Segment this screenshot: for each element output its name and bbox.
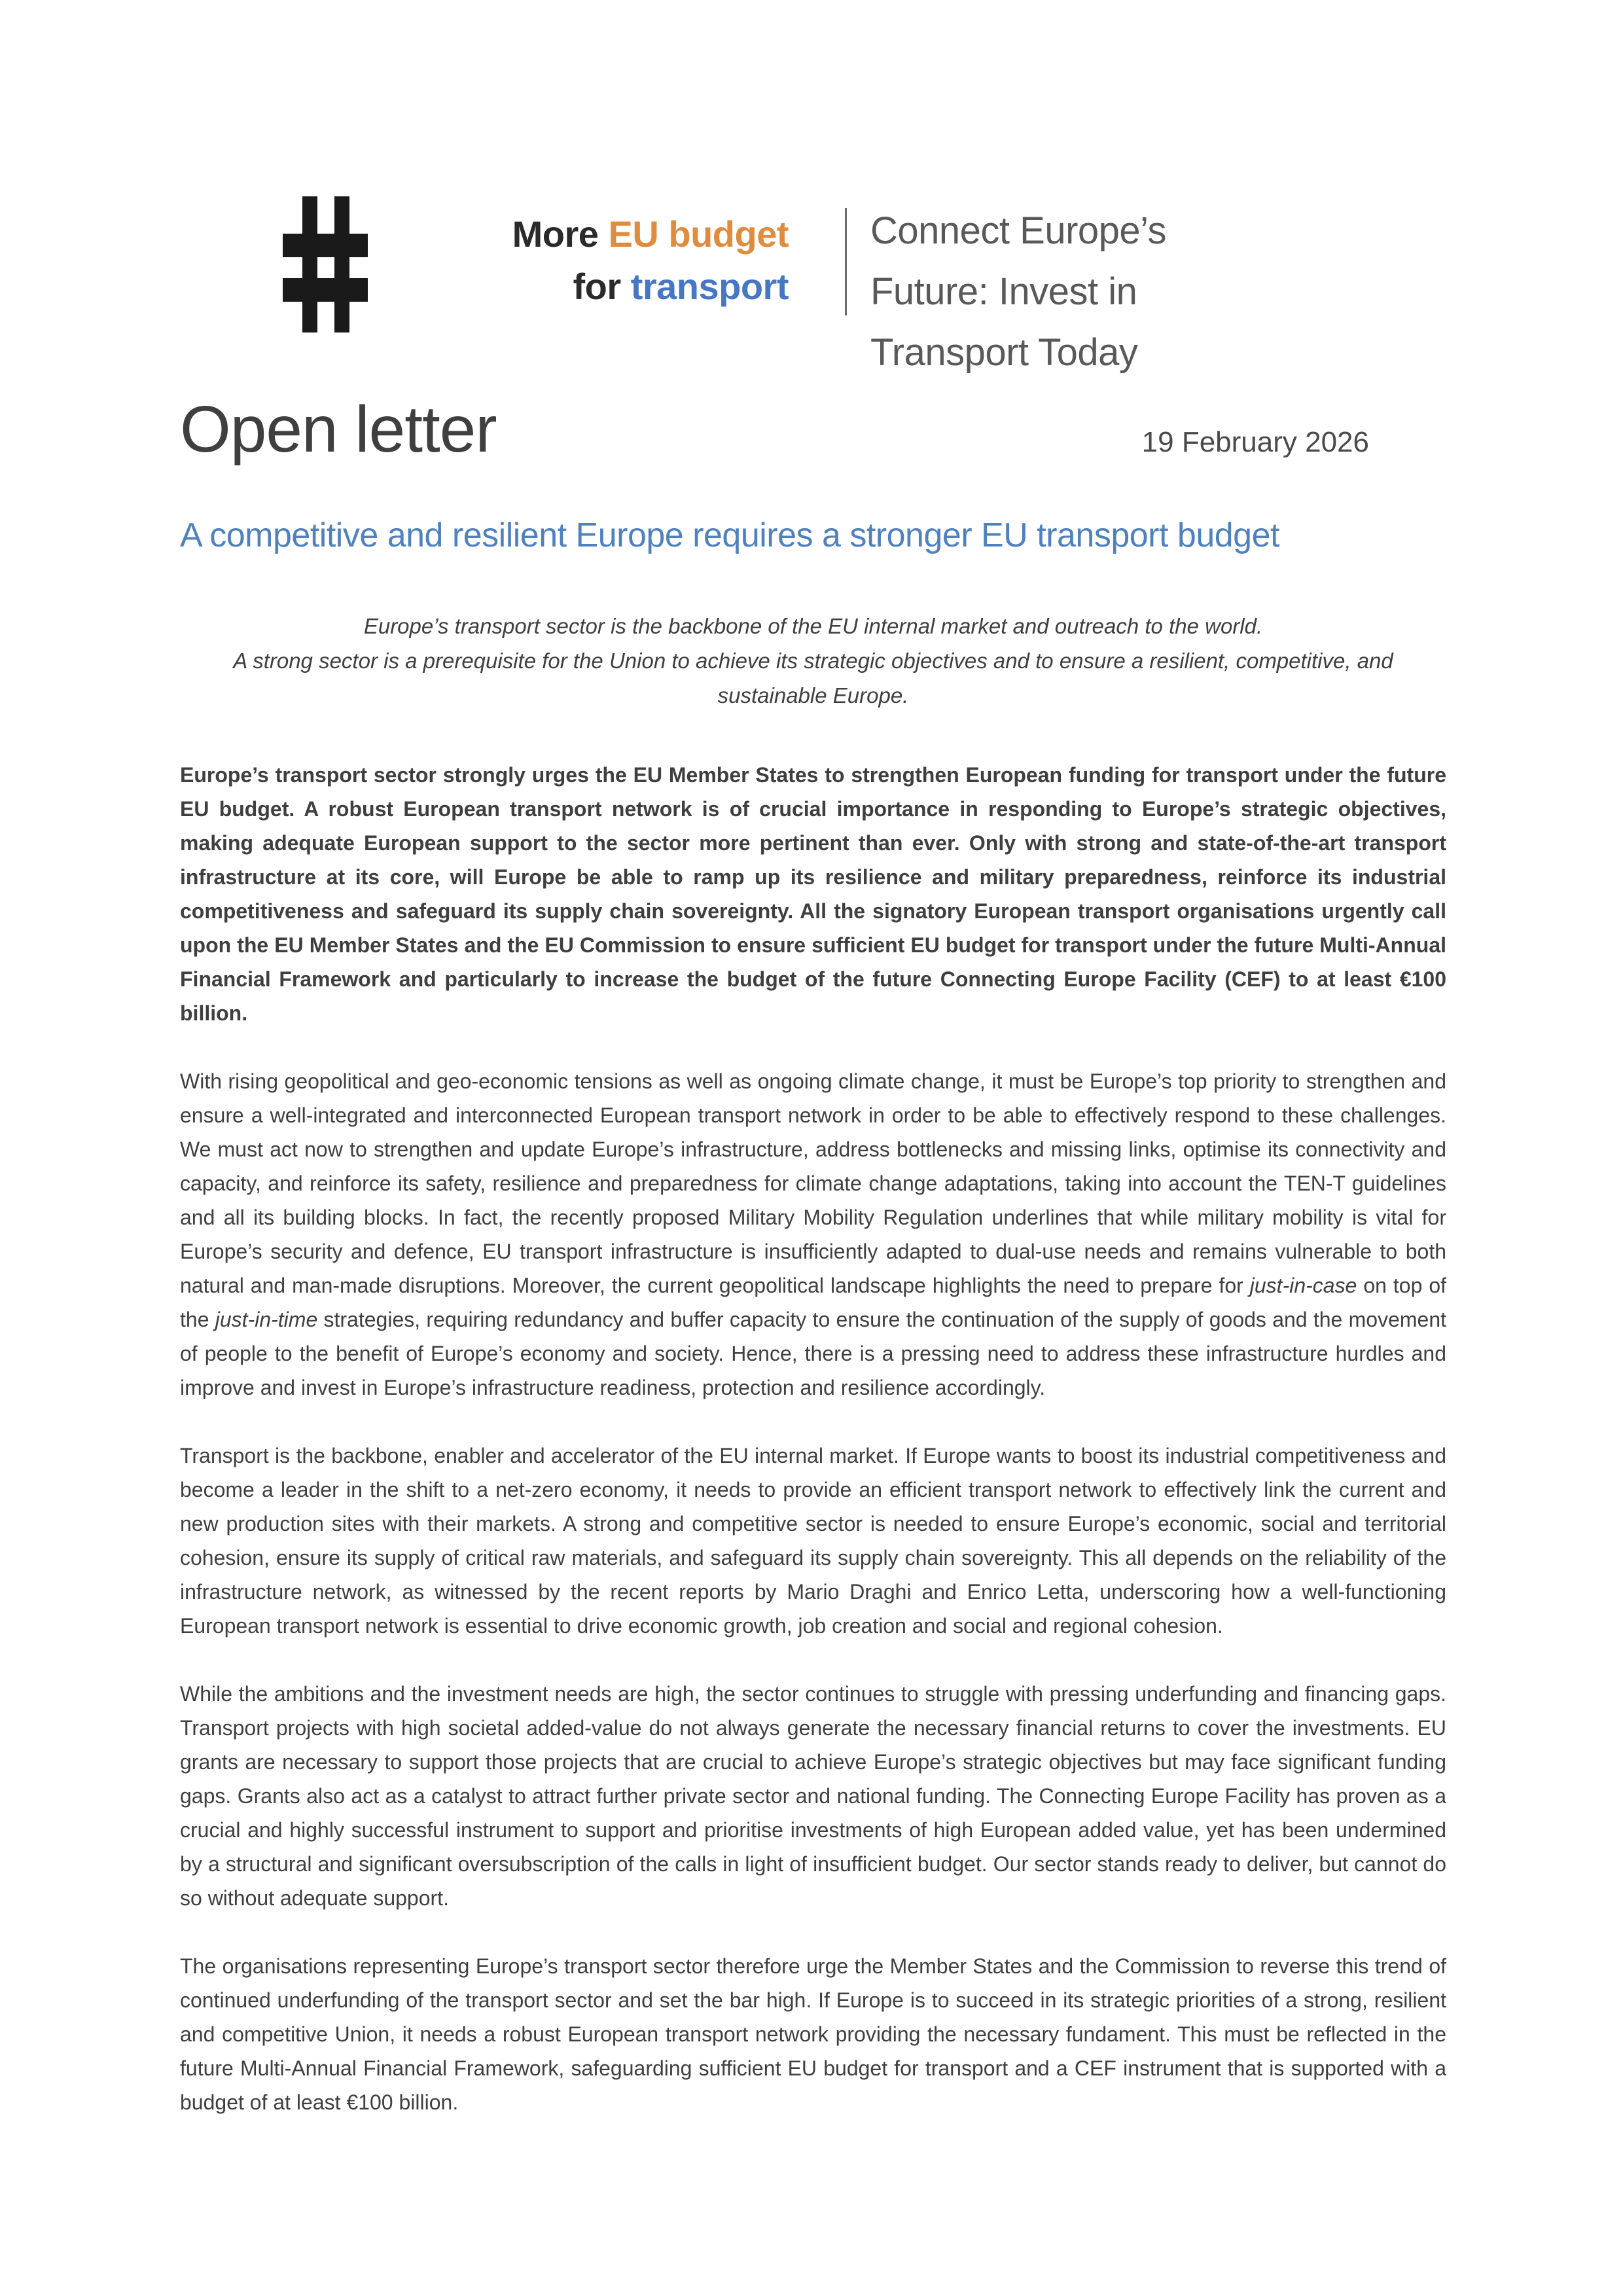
page-title: Open letter bbox=[180, 393, 497, 466]
header-divider bbox=[845, 208, 847, 315]
letter-body bbox=[180, 758, 1446, 2153]
document-date: 19 February 2026 bbox=[1141, 426, 1369, 458]
intro-line-2: A strong sector is a prerequisite for the Union to achieve its strategic objectives and to ensure a resilient, competitive, and sustainable Europe. bbox=[233, 649, 1393, 708]
title-row bbox=[180, 395, 1446, 464]
logo-wordmark bbox=[406, 208, 789, 313]
header-tagline bbox=[870, 200, 1433, 383]
logo-more: More bbox=[512, 213, 599, 255]
logo-for: for bbox=[573, 266, 621, 307]
logo-line-1 bbox=[406, 208, 789, 260]
paragraph-backbone: Transport is the backbone, enabler and accelerator of the EU internal market. If Europe wants to boost its industrial competitiveness and become a leader in the shift to a net-zero economy, it needs to provide an efficient transport network to effectively link the current and new production sites with their markets. A strong and competitive sector is needed to ensure Europe’s economic, social and territorial cohesion, ensure its supply of critical raw materials, and safeguard its supply chain sovereignty. This all depends on the reliability of the infrastructure network, as witnessed by the recent reports by Mario Draghi and Enrico Letta, underscoring how a well-functioning European transport network is essential to drive economic growth, job creation and social and regional cohesion. bbox=[180, 1444, 1446, 1638]
tagline-line-2: Future: Invest in bbox=[870, 270, 1137, 313]
logo-line-2 bbox=[406, 260, 789, 313]
tagline-line-3: Transport Today bbox=[870, 331, 1138, 374]
logo-transport: transport bbox=[630, 266, 789, 307]
logo-eu-budget: EU budget bbox=[608, 213, 789, 255]
intro-line-1: Europe’s transport sector is the backbone of the EU internal market and outreach to the world. bbox=[363, 614, 1263, 638]
hash-logo-icon bbox=[283, 195, 368, 334]
paragraph-urge: The organisations representing Europe’s transport sector therefore urge the Member States and the Commission to reverse this trend of continued underfunding of the transport sector and set the bar high. If Europe is to succeed in its strategic priorities of a strong, resilient and competitive Union, it needs a robust European transport network providing the necessary fundament. This must be reflected in the future Multi-Annual Financial Framework, safeguarding sufficient EU budget for transport and a CEF instrument that is supported with a budget of at least €100 billion. bbox=[180, 1954, 1446, 2114]
paragraph-bold-call: Europe’s transport sector strongly urges the EU Member States to strengthen European funding for transport under the future EU budget. A robust European transport network is of crucial importance in responding to Europe’s strategic objectives, making adequate European support to the sector more pertinent than ever. Only with strong and state-of-the-art transport infrastructure at its core, will Europe be able to ramp up its resilience and military preparedness, reinforce its industrial competitiveness and safeguard its supply chain sovereignty. All the signatory European transport organisations urgently call upon the EU Member States and the EU Commission to ensure sufficient EU budget for transport under the future Multi-Annual Financial Framework and particularly to increase the budget of the future Connecting Europe Facility (CEF) to at least €100 billion. bbox=[180, 763, 1446, 1025]
intro-quote bbox=[180, 609, 1446, 713]
main-heading: A competitive and resilient Europe requires a stronger EU transport budget bbox=[180, 516, 1279, 554]
paragraph-geopolitical: With rising geopolitical and geo-economic tensions as well as ongoing climate change, it must be Europe’s top priority to strengthen and ensure a well-integrated and interconnected European transport network in order to be able to effectively respond to these challenges. We must act now to strengthen and update Europe’s infrastructure, address bottlenecks and missing links, optimise its connectivity and capacity, and reinforce its safety, resilience and preparedness for climate change adaptations, taking into account the TEN-T guidelines and all its building blocks. In fact, the recently proposed Military Mobility Regulation underlines that while military mobility is vital for Europe’s security and defence, EU transport infrastructure is insufficiently adapted to dual-use needs and remains vulnerable to both natural and man-made disruptions. Moreover, the current geopolitical landscape highlights the need to prepare for just-in-case on top of the just-in-time strategies, requiring redundancy and buffer capacity to ensure the continuation of the supply of goods and the movement of people to the benefit of Europe’s economy and society. Hence, there is a pressing need to address these infrastructure hurdles and improve and invest in Europe’s infrastructure readiness, protection and resilience accordingly. bbox=[180, 1069, 1447, 1399]
tagline-line-1: Connect Europe’s bbox=[870, 209, 1167, 252]
paragraph-funding-gaps: While the ambitions and the investment needs are high, the sector continues to struggle with pressing underfunding and financing gaps. Transport projects with high societal added-value do not always generate the necessary financial returns to cover the investments. EU grants are necessary to support those projects that are crucial to achieve Europe’s strategic objectives but may face significant funding gaps. Grants also act as a catalyst to attract further private sector and national funding. The Connecting Europe Facility has proven as a crucial and highly successful instrument to support and prioritise investments of high European added value, yet has been undermined by a structural and significant oversubscription of the calls in light of insufficient budget. Our sector stands ready to deliver, but cannot do so without adequate support. bbox=[180, 1682, 1446, 1910]
